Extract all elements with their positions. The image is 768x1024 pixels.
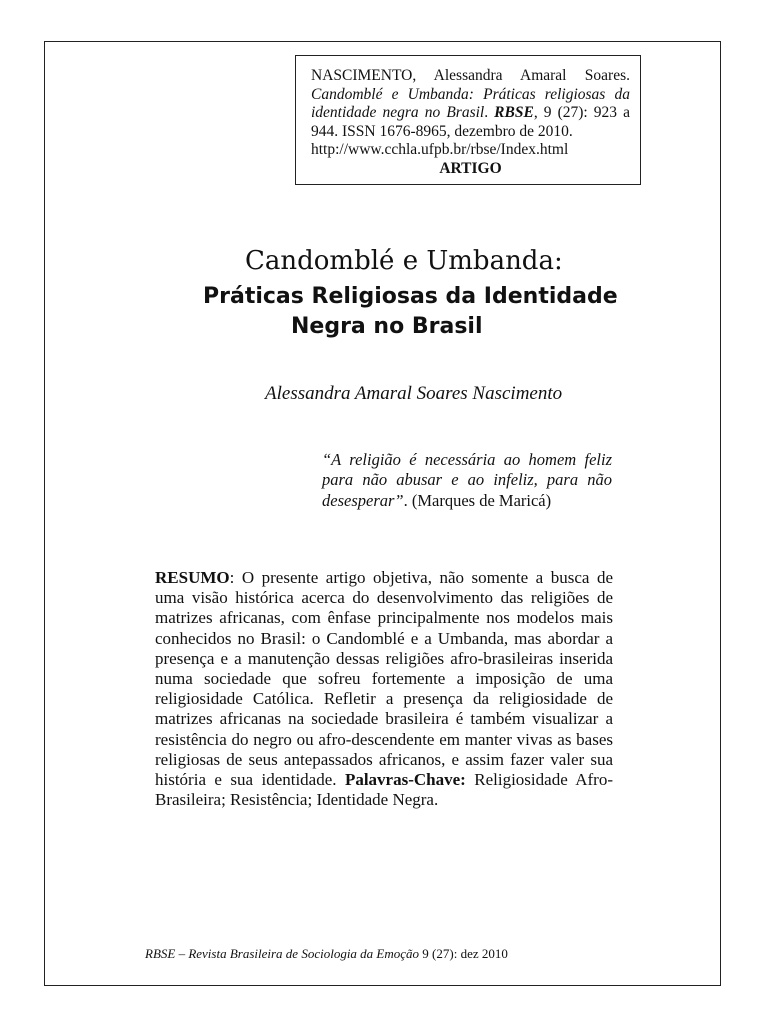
- citation-title: Candomblé e Umbanda: Práticas religiosas da identidade negra no Brasil: [311, 85, 630, 122]
- article-author: Alessandra Amaral Soares Nascimento: [265, 383, 563, 404]
- citation-journal: RBSE: [494, 104, 534, 122]
- page-footer: [145, 946, 508, 962]
- title-line-2: Práticas Religiosas da Identidade: [203, 284, 618, 309]
- abstract-label: RESUMO: [155, 568, 230, 587]
- keywords-text: Religiosidade Afro-Brasileira; Resistência; Identidade Negra.: [155, 770, 613, 810]
- epigraph-source: . (Marques de Maricá): [403, 490, 552, 510]
- epigraph-quote: “A religião é necessária ao homem feliz para não abusar e ao infeliz, para não desesperar”: [322, 450, 612, 510]
- title-line-3: Negra no Brasil: [291, 314, 483, 339]
- footer-journal: RBSE – Revista Brasileira de Sociologia da Emoção: [145, 946, 420, 961]
- citation-author: NASCIMENTO, Alessandra Amaral Soares.: [311, 67, 630, 84]
- citation-type: ARTIGO: [439, 159, 502, 177]
- keywords-label: Palavras-Chave:: [344, 770, 466, 790]
- abstract-text: : O presente artigo objetiva, não somente a busca de uma visão histórica acerca do desenvolvimento das religiões de matrizes africanas, com ênfase principalmente nos modelos mais conhecidos no Brasil: o Candomblé e a Umbanda, mas abordar a presença e a manutenção dessas religiões afro-brasileiras inserida numa sociedade que sofreu fortemente a imposição de uma religiosidade Católica. Refletir a presença da religiosidade de matrizes africanas na sociedade brasileira é também visualizar a resistência do negro ou afro-descendente em manter vivas as bases religiosas de seus antepassados africanos, e assim fazer valer sua história e sua identidade.: [155, 568, 613, 790]
- citation-url[interactable]: http://www.cchla.ufpb.br/rbse/Index.html: [311, 141, 569, 159]
- title-line-1: Candomblé e Umbanda:: [245, 246, 563, 276]
- abstract: [155, 568, 613, 810]
- citation-box: NASCIMENTO, Alessandra Amaral Soares. Candomblé e Umbanda: Práticas religiosas da identidade negra no Brasil. RBSE, 9 (27): 923 a 944. ISSN 1676-8965, dezembro de 2010. http://www.cchla.ufpb.br/rbse/Index.html ARTIGO: [295, 55, 641, 185]
- footer-issue: 9 (27): dez 2010: [419, 946, 508, 961]
- citation-volume: , 9 (27): 923 a 944. ISSN 1676-8965, dezembro de 2010.: [311, 104, 630, 140]
- epigraph: [322, 450, 612, 511]
